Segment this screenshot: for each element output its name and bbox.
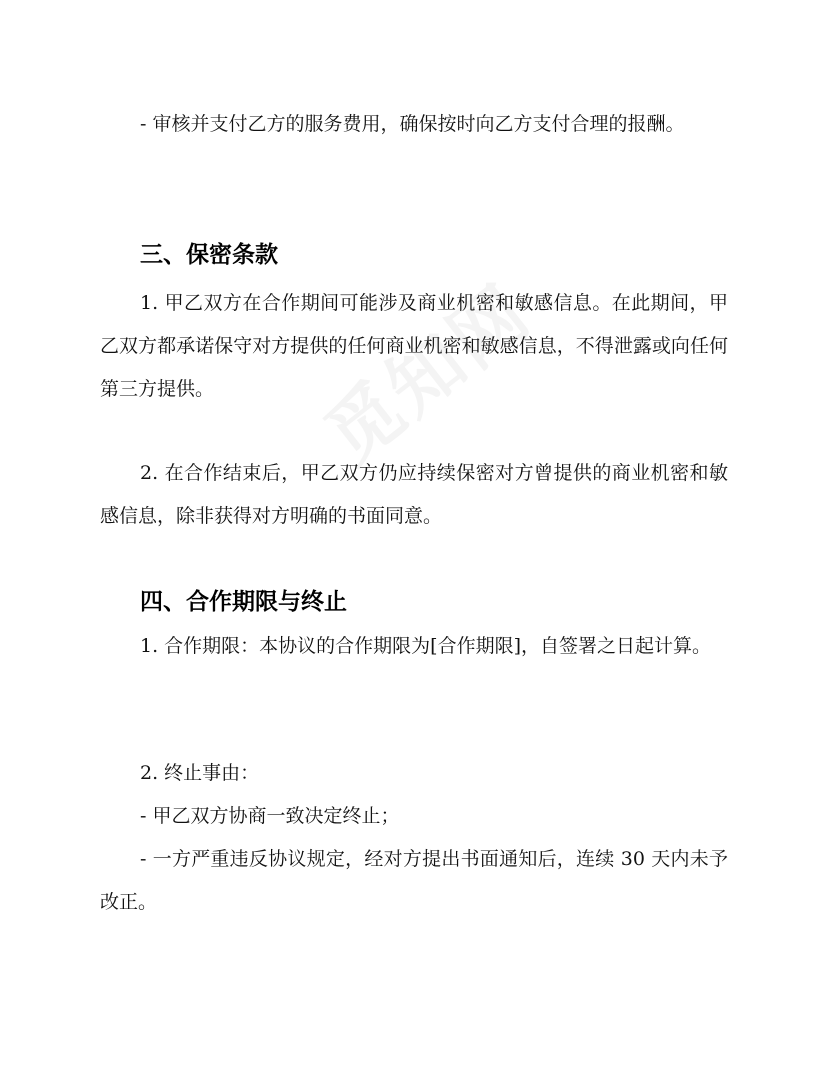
section-heading-term-termination: 四、合作期限与终止 (140, 589, 347, 615)
section-heading-confidentiality: 三、保密条款 (140, 242, 278, 268)
termination-reason-mutual: - 甲乙双方协商一致决定终止； (140, 805, 400, 827)
intro-paragraph: - 审核并支付乙方的服务费用，确保按时向乙方支付合理的报酬。 (140, 113, 685, 135)
confidentiality-clause-2: 2. 在合作结束后，甲乙双方仍应持续保密对方曾提供的商业机密和敏感信息，除非获得对方明确的书面同意。 (100, 462, 728, 527)
termination-reasons-title: 2. 终止事由： (140, 762, 260, 784)
term-clause: 1. 合作期限：本协议的合作期限为[合作期限]，自签署之日起计算。 (140, 635, 711, 657)
confidentiality-clause-1: 1. 甲乙双方在合作期间可能涉及商业机密和敏感信息。在此期间，甲乙双方都承诺保守对方提供的任何商业机密和敏感信息，不得泄露或向任何第三方提供。 (100, 292, 728, 400)
termination-reason-breach: - 一方严重违反协议规定，经对方提出书面通知后，连续 30 天内未予改正。 (100, 848, 728, 913)
